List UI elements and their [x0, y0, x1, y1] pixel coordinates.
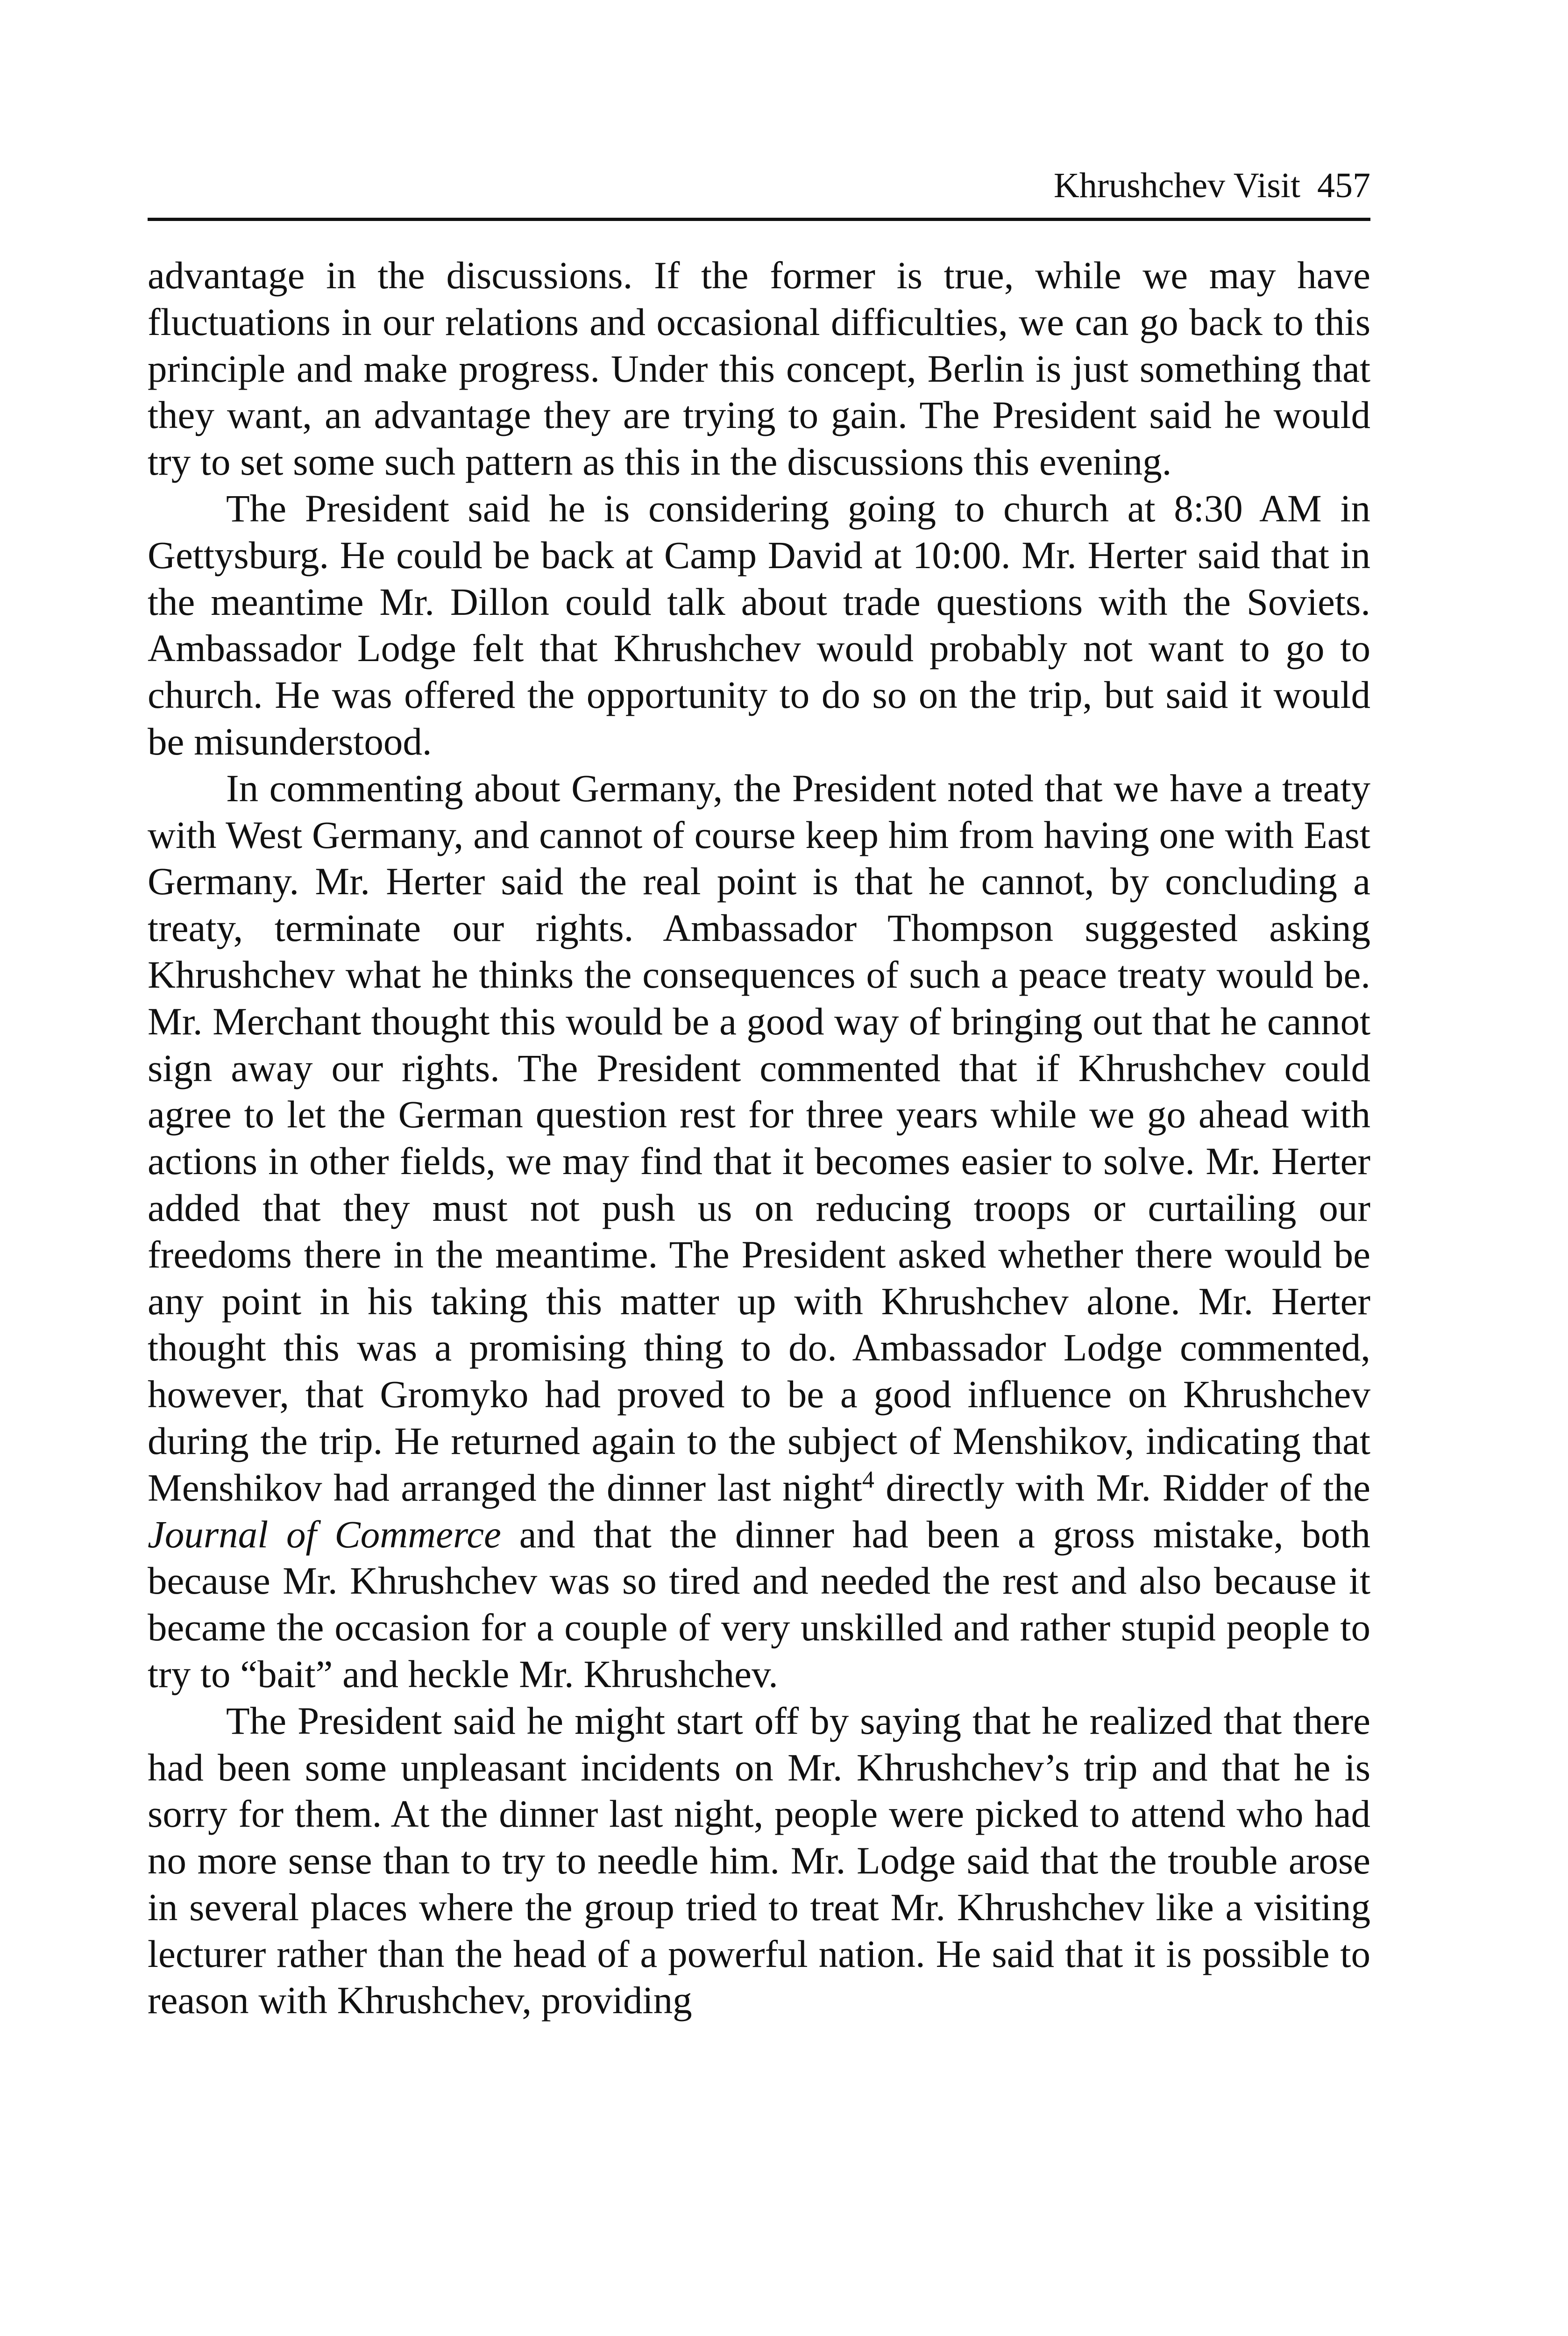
running-title: Khrushchev Visit	[1053, 166, 1300, 205]
page-number: 457	[1317, 166, 1370, 205]
paragraph-2: The President said he is considering going to church at 8:30 AM in Gettysburg. He could be back at Camp David at 10:00. Mr. Herter said that in the meantime Mr. Dillon could talk about trade questions with the Soviets. Ambassador Lodge felt that Khrushchev would probably not want to go to church. He was offered the opportunity to do so on the trip, but said it would be misunderstood.	[148, 486, 1370, 763]
journal-title: Journal of Commerce	[148, 1512, 501, 1556]
footnote-reference: 4	[862, 1466, 874, 1493]
paragraph-3-part-3: and that the dinner had been a gross mistake, both because Mr. Khrushchev was so tired and needed the rest and also because it became the occasion for a couple of very unskilled and rather stupid people to try to “bait” and heckle Mr. Khrushchev.	[148, 1512, 1370, 1695]
body-text	[148, 252, 1370, 2024]
paragraph-3	[148, 765, 1370, 1698]
paragraph-1: advantage in the discussions. If the former is true, while we may have fluctuations in our relations and occasional difficulties, we can go back to this principle and make progress. Under this concept, Berlin is just something that they want, an advantage they are trying to gain. The President said he would try to set some such pattern as this in the discussions this evening.	[148, 254, 1370, 484]
running-header	[148, 164, 1370, 207]
header-rule	[148, 218, 1370, 221]
paragraph-4: The President said he might start off by saying that he realized that there had been some unpleasant incidents on Mr. Khrushchev’s trip and that he is sorry for them. At the dinner last night, people were picked to attend who had no more sense than to try to needle him. Mr. Lodge said that the trouble arose in several places where the group tried to treat Mr. Khrushchev like a visiting lecturer rather than the head of a powerful nation. He said that it is possible to reason with Khrushchev, providing	[148, 1699, 1370, 2022]
paragraph-3-part-2: directly with Mr. Ridder of the	[874, 1466, 1370, 1509]
paragraph-3-part-1: In commenting about Germany, the President noted that we have a treaty with West Germany, and cannot of course keep him from having one with East Germany. Mr. Herter said the real point is that he cannot, by concluding a treaty, terminate our rights. Ambassador Thompson suggested asking Khrushchev what he thinks the consequences of such a peace treaty would be. Mr. Merchant thought this would be a good way of bringing out that he cannot sign away our rights. The President commented that if Khrushchev could agree to let the German question rest for three years while we go ahead with actions in other fields, we may find that it becomes easier to solve. Mr. Herter added that they must not push us on reducing troops or curtailing our freedoms there in the meantime. The President asked whether there would be any point in his taking this matter up with Khrushchev alone. Mr. Herter thought this was a promising thing to do. Ambassador Lodge commented, however, that Gromyko had proved to be a good influence on Khrushchev during the trip. He returned again to the subject of Menshikov, indicating that Menshikov had arranged the dinner last night	[148, 766, 1370, 1509]
